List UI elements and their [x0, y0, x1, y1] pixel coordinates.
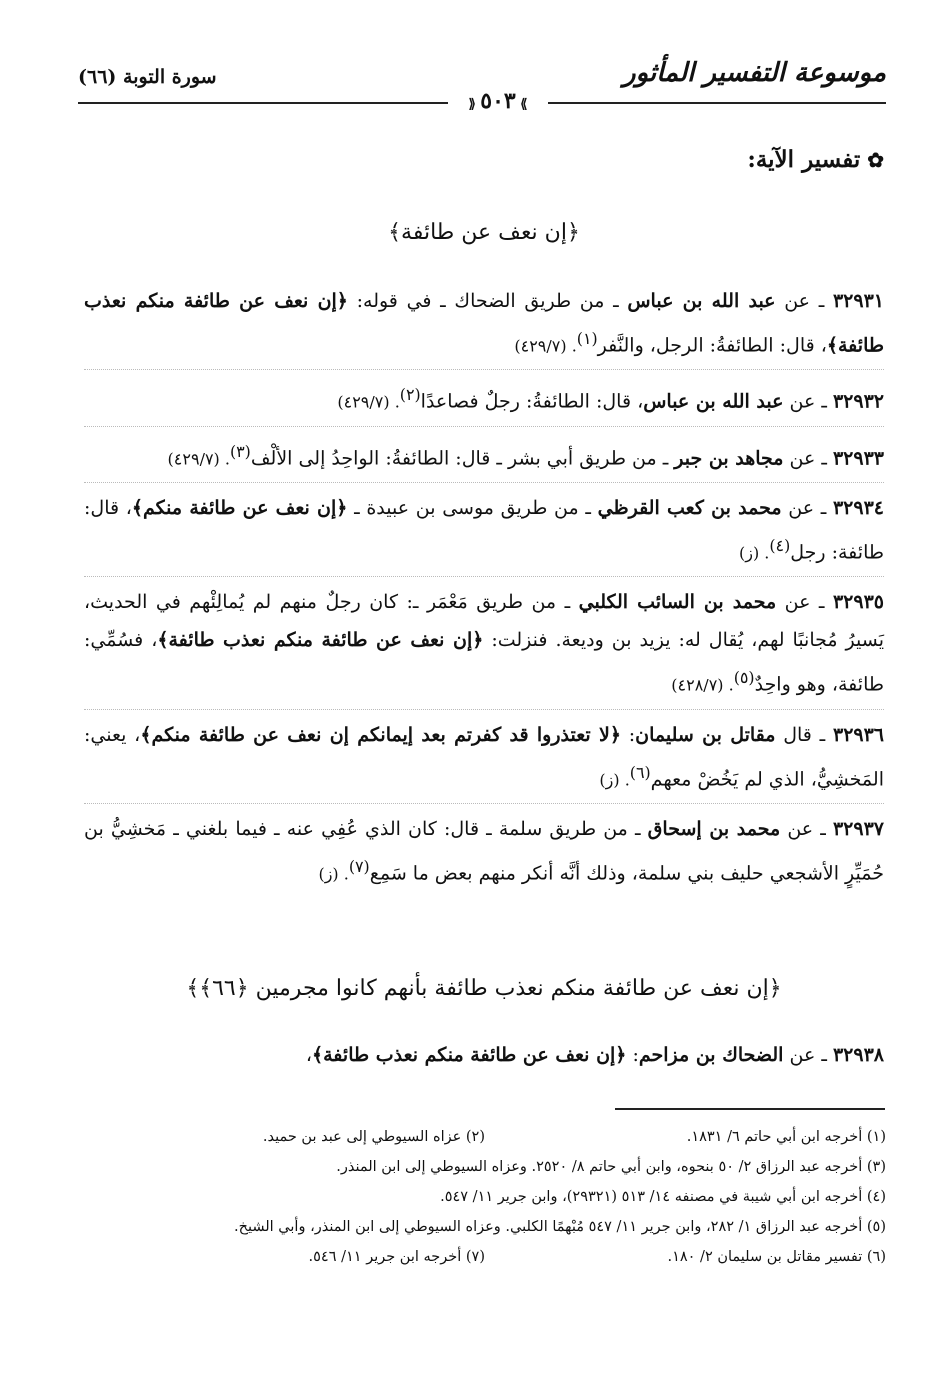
- footnote-row: [84, 1152, 886, 1182]
- entry-prefix: عن: [775, 290, 811, 312]
- entry-text: ـ من طريق أبي بشر ـ قال: الطائفةُ: الواحِدُ إلى الألْف: [250, 446, 675, 469]
- entry-number: ٣٢٩٣٣: [832, 446, 884, 469]
- entry-text: :: [626, 1044, 639, 1066]
- entries-list: [84, 282, 884, 903]
- entry-prefix: عن: [776, 591, 811, 614]
- volume-reference: . (٤٢٨/٧): [671, 675, 734, 695]
- footnote-row: [84, 1122, 886, 1152]
- footnote-marker[interactable]: (٤): [769, 535, 791, 555]
- quran-quote: ﴿إن نعف عن طائفة منكم نعذب طائفة﴾: [84, 290, 884, 357]
- list-item: [84, 810, 884, 897]
- volume-reference: . (٤٢٩/٧): [167, 448, 230, 468]
- entry-separator: ـ: [814, 496, 833, 519]
- entry-prefix: عن: [781, 496, 815, 519]
- quran-quote: ﴿لا تعتذروا قد كفرتم بعد إيمانكم إن نعف عن طائفة منكم﴾: [140, 723, 621, 746]
- entry-separator: ـ: [815, 446, 833, 469]
- entry-text-2: ، فسُمِّي: طائفة، وهو واحِدٌ: [84, 629, 884, 696]
- list-item: [84, 376, 884, 426]
- entry-number: ٣٢٩٣١: [832, 290, 884, 312]
- footnote-marker[interactable]: (٥): [733, 668, 755, 688]
- entry-prefix: عن: [780, 817, 814, 840]
- book-title: موسوعة التفسير المأثور: [623, 58, 886, 88]
- narrator-name: الضحاك بن مزاحم: [638, 1044, 784, 1066]
- footnote-row: [84, 1242, 886, 1272]
- entry-separator: ـ: [811, 723, 833, 746]
- entry-text: ـ من طريق الضحاك ـ في قوله:: [347, 290, 628, 312]
- footnote-row: [84, 1182, 886, 1212]
- ornament-icon: ⟪: [468, 97, 481, 112]
- list-item: [84, 583, 884, 709]
- list-item: [84, 433, 884, 483]
- volume-reference: . (٤٢٩/٧): [514, 336, 577, 356]
- volume-reference: . (ز): [599, 769, 630, 789]
- quran-quote: ﴿إن نعف عن طائفة منكم﴾: [131, 496, 348, 519]
- narrator-name: محمد بن إسحاق: [647, 817, 781, 840]
- entry-continued: [84, 1036, 884, 1084]
- entry-text: ـ من طريق موسى بن عبيدة ـ: [347, 496, 598, 519]
- entry-prefix: عن: [783, 446, 816, 469]
- footnote-row: [84, 1212, 886, 1242]
- entry-prefix: عن: [783, 1044, 816, 1066]
- ornament-icon: ⟫: [515, 97, 528, 112]
- entry-text: ـ من طريق مَعْمَر ـ: كان رجلٌ منهم لم يُمالِئْهم في الحديث، يَسيرُ مُجانبًا لهم، يُقال له: يزيد بن وديعة. فنزلت:: [84, 591, 884, 652]
- entry-number: ٣٢٩٣٥: [832, 591, 884, 614]
- entry-number: ٣٢٩٣٧: [832, 817, 884, 840]
- surah-label: سورة التوبة (٦٦): [78, 66, 217, 88]
- list-item: [84, 716, 884, 804]
- verse-full: ﴿إن نعف عن طائفة منكم نعذب طائفة بأنهم كانوا مجرمين ﴿٦٦﴾﴾: [186, 976, 782, 1001]
- flower-ornament-icon: ✿: [860, 148, 884, 172]
- footnote-marker[interactable]: (٧): [348, 856, 370, 876]
- footnote-7: (٧) أخرجه ابن جرير ١١/ ٥٤٦.: [308, 1249, 485, 1265]
- narrator-name: مجاهد بن جبر: [674, 446, 784, 469]
- entry-number: ٣٢٩٣٢: [832, 390, 884, 413]
- entry-text-2: ، يعني: المَخشِيُّ، الذي لم يَخُضْ معهم: [84, 723, 884, 790]
- footnote-marker[interactable]: (٢): [399, 385, 421, 405]
- footnote-3: (٣) أخرجه عبد الرزاق ٢/ ٥٠ بنحوه، وابن أبي حاتم ٨/ ٢٥٢٠. وعزاه السيوطي إلى ابن المنذر.: [336, 1159, 886, 1175]
- list-item: [84, 282, 884, 370]
- narrator-name: محمد بن السائب الكلبي: [578, 591, 777, 614]
- footnote-marker[interactable]: (١): [576, 329, 598, 348]
- footnote-marker[interactable]: (٦): [629, 762, 651, 782]
- footnote-6: (٦) تفسير مقاتل بن سليمان ٢/ ١٨٠.: [667, 1249, 886, 1265]
- footnote-4: (٤) أخرجه ابن أبي شيبة في مصنفه ١٤/ ٥١٣ (٢٩٣٢١)، وابن جرير ١١/ ٥٤٧.: [440, 1189, 886, 1205]
- entry-text-2: ، قال: طائفة: رجل: [84, 496, 884, 564]
- entry-separator: ـ: [813, 817, 833, 840]
- entry-number: ٣٢٩٣٤: [832, 496, 884, 519]
- section-heading: [747, 146, 884, 173]
- entry-number: ٣٢٩٣٨: [832, 1044, 884, 1066]
- footnote-5: (٥) أخرجه عبد الرزاق ١/ ٢٨٢، وابن جرير ١١/ ٥٤٧ مُبْهمًا الكلبي. وعزاه السيوطي إلى ابن المنذر، وأبي الشيخ.: [233, 1219, 886, 1235]
- entry-separator: ـ: [815, 390, 833, 413]
- entry-text-2: ،: [305, 1044, 312, 1066]
- entry-prefix: عن: [783, 390, 816, 413]
- entry-number: ٣٢٩٣٦: [832, 723, 885, 746]
- list-item: [84, 489, 884, 577]
- running-header: [78, 56, 886, 116]
- quran-quote: ﴿إن نعف عن طائفة منكم نعذب طائفة﴾: [157, 629, 484, 652]
- footnote-2: (٢) عزاه السيوطي إلى عبد بن حميد.: [262, 1129, 485, 1145]
- narrator-name: مقاتل بن سليمان: [635, 723, 776, 746]
- page-number: ٥٠٣: [480, 88, 516, 114]
- entry-prefix: قال: [775, 723, 812, 746]
- verse-fragment: ﴿إن نعف عن طائفة﴾: [388, 220, 580, 245]
- narrator-name: عبد الله بن عباس: [643, 390, 784, 413]
- entry-text: ـ من طريق سلمة ـ قال: كان الذي عُفِي عنه ـ فيما بلغني ـ مَخشِيُّ بن حُمَيِّرٍ الأشجعي حليف بني سلمة، وذلك أنَّه أنكر منهم بعض ما سَمِع: [84, 817, 884, 885]
- entry-text: :: [620, 723, 636, 746]
- volume-reference: . (ز): [318, 864, 349, 884]
- page-number-block: [448, 88, 548, 114]
- entry-separator: ـ: [810, 591, 833, 614]
- volume-reference: . (ز): [738, 543, 770, 563]
- narrator-name: محمد بن كعب القرظي: [597, 496, 782, 519]
- footnote-1: (١) أخرجه ابن أبي حاتم ٦/ ١٨٣١.: [686, 1129, 886, 1145]
- narrator-name: عبد الله بن عباس: [627, 290, 776, 312]
- footnotes: [84, 1122, 886, 1272]
- quran-quote: ﴿إن نعف عن طائفة منكم نعذب طائفة﴾: [311, 1044, 627, 1066]
- footnote-rule: [615, 1108, 885, 1110]
- section-heading-text: تفسير الآية:: [747, 146, 861, 173]
- list-item: [84, 1036, 884, 1078]
- entry-text: ، قال: الطائفةُ: رجلٌ فصاعدًا: [420, 390, 644, 413]
- volume-reference: . (٤٢٩/٧): [337, 392, 400, 412]
- footnote-marker[interactable]: (٣): [229, 441, 251, 461]
- entry-text-2: ، قال: الطائفةُ: الرجل، والنَّفر: [597, 334, 827, 357]
- entry-separator: ـ: [815, 1044, 833, 1066]
- entry-separator: ـ: [810, 290, 833, 312]
